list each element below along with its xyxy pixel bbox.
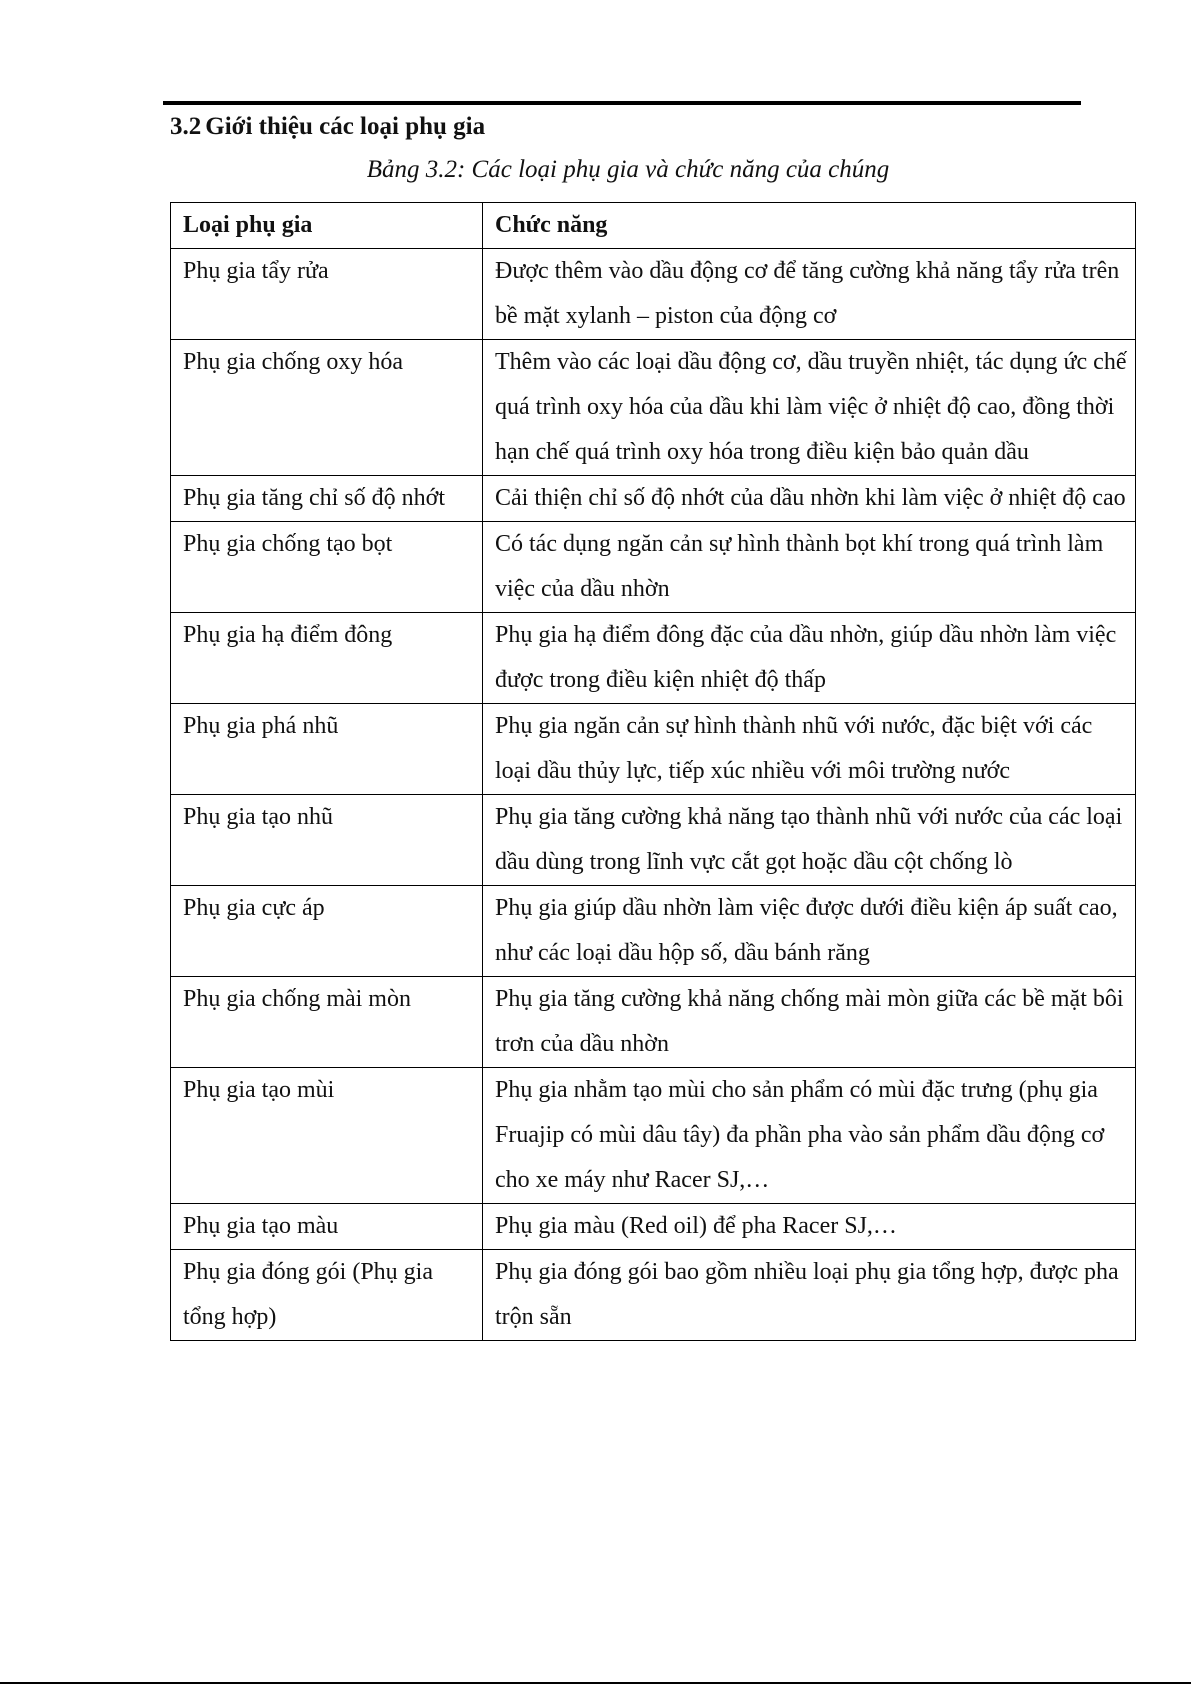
section-heading bbox=[170, 113, 485, 141]
additive-type: Phụ gia phá nhũ bbox=[171, 704, 483, 795]
additive-function: Cải thiện chỉ số độ nhớt của dầu nhờn khi làm việc ở nhiệt độ cao bbox=[483, 476, 1136, 522]
table-row bbox=[171, 249, 1136, 340]
additive-type: Phụ gia chống tạo bọt bbox=[171, 522, 483, 613]
additive-type: Phụ gia chống oxy hóa bbox=[171, 340, 483, 476]
table-row bbox=[171, 340, 1136, 476]
additive-function: Có tác dụng ngăn cản sự hình thành bọt khí trong quá trình làm việc của dầu nhờn bbox=[483, 522, 1136, 613]
additive-type: Phụ gia đóng gói (Phụ gia tổng hợp) bbox=[171, 1250, 483, 1341]
additive-type: Phụ gia chống mài mòn bbox=[171, 977, 483, 1068]
table-row bbox=[171, 704, 1136, 795]
additive-function: Thêm vào các loại dầu động cơ, dầu truyền nhiệt, tác dụng ức chế quá trình oxy hóa của dầu khi làm việc ở nhiệt độ cao, đồng thời hạn chế quá trình oxy hóa trong điều kiện bảo quản dầu bbox=[483, 340, 1136, 476]
additive-type: Phụ gia hạ điểm đông bbox=[171, 613, 483, 704]
header-rule bbox=[163, 101, 1081, 105]
additive-function: Phụ gia hạ điểm đông đặc của dầu nhờn, giúp dầu nhờn làm việc được trong điều kiện nhiệt độ thấp bbox=[483, 613, 1136, 704]
section-number: 3.2 bbox=[170, 113, 202, 140]
table-row bbox=[171, 886, 1136, 977]
table-row bbox=[171, 522, 1136, 613]
additive-function: Phụ gia màu (Red oil) để pha Racer SJ,… bbox=[483, 1204, 1136, 1250]
table-caption: Bảng 3.2: Các loại phụ gia và chức năng của chúng bbox=[366, 156, 890, 183]
additive-type: Phụ gia tạo màu bbox=[171, 1204, 483, 1250]
additive-type: Phụ gia tẩy rửa bbox=[171, 249, 483, 340]
table-row bbox=[171, 476, 1136, 522]
additive-function: Phụ gia nhằm tạo mùi cho sản phẩm có mùi đặc trưng (phụ gia Fruajip có mùi dâu tây) đa phần pha vào sản phẩm dầu động cơ cho xe máy như Racer SJ,… bbox=[483, 1068, 1136, 1204]
table-row bbox=[171, 795, 1136, 886]
table-row bbox=[171, 1204, 1136, 1250]
additive-type: Phụ gia cực áp bbox=[171, 886, 483, 977]
additive-function: Được thêm vào dầu động cơ để tăng cường khả năng tẩy rửa trên bề mặt xylanh – piston của động cơ bbox=[483, 249, 1136, 340]
column-header-type: Loại phụ gia bbox=[171, 203, 483, 249]
table-row bbox=[171, 1068, 1136, 1204]
additive-function: Phụ gia đóng gói bao gồm nhiều loại phụ gia tổng hợp, được pha trộn sẵn bbox=[483, 1250, 1136, 1341]
additive-function: Phụ gia tăng cường khả năng tạo thành nhũ với nước của các loại dầu dùng trong lĩnh vực cắt gọt hoặc dầu cột chống lò bbox=[483, 795, 1136, 886]
table-row bbox=[171, 977, 1136, 1068]
table-row bbox=[171, 1250, 1136, 1341]
additive-type: Phụ gia tạo nhũ bbox=[171, 795, 483, 886]
additive-function: Phụ gia tăng cường khả năng chống mài mòn giữa các bề mặt bôi trơn của dầu nhờn bbox=[483, 977, 1136, 1068]
footer-rule bbox=[0, 1682, 1191, 1684]
section-title: Giới thiệu các loại phụ gia bbox=[205, 113, 486, 140]
table-header-row bbox=[171, 203, 1136, 249]
table-row bbox=[171, 613, 1136, 704]
column-header-function: Chức năng bbox=[483, 203, 1136, 249]
additive-function: Phụ gia ngăn cản sự hình thành nhũ với nước, đặc biệt với các loại dầu thủy lực, tiếp xúc nhiều với môi trường nước bbox=[483, 704, 1136, 795]
additive-type: Phụ gia tăng chỉ số độ nhớt bbox=[171, 476, 483, 522]
additives-table bbox=[170, 202, 1136, 1341]
additive-function: Phụ gia giúp dầu nhờn làm việc được dưới điều kiện áp suất cao, như các loại dầu hộp số, dầu bánh răng bbox=[483, 886, 1136, 977]
additive-type: Phụ gia tạo mùi bbox=[171, 1068, 483, 1204]
